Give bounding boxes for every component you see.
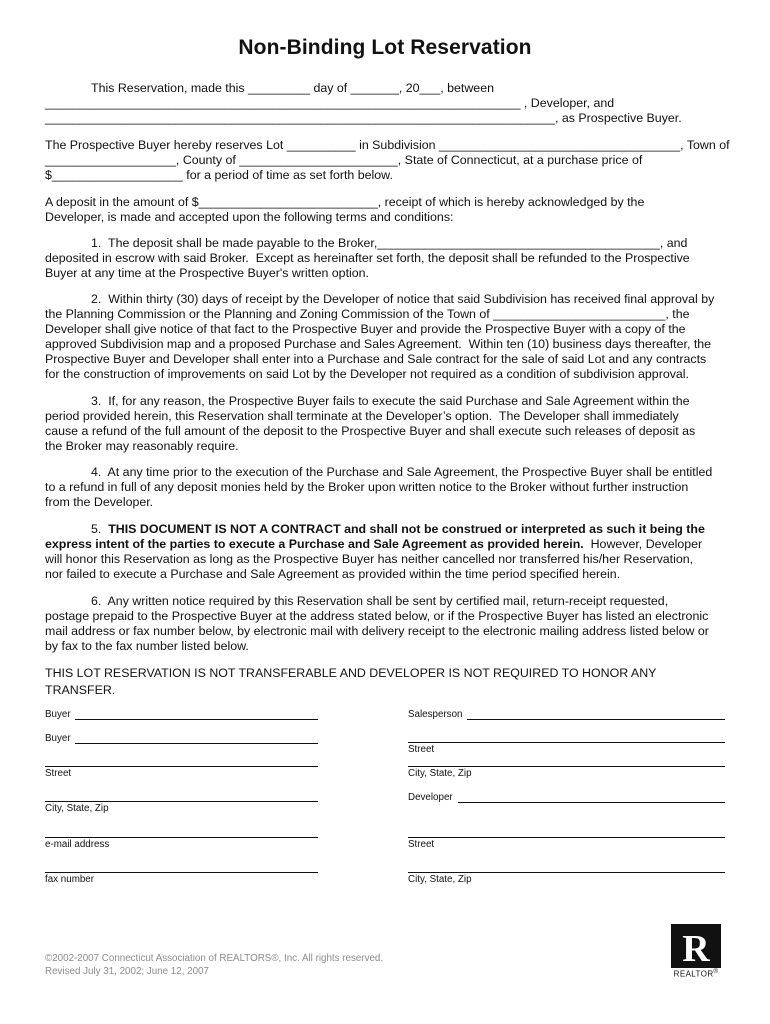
para5-bold-2: express intent of the parties to execute a Purchase and Sale Agreement as provided herein. [45, 537, 584, 551]
deposit-line-2: Developer, is made and accepted upon the following terms and conditions: [45, 210, 454, 224]
buyer-1-signature-line[interactable] [75, 719, 318, 720]
para5-line-2 [45, 537, 702, 552]
salesperson-street-label: Street [408, 744, 435, 755]
buyer-email-line[interactable] [45, 837, 318, 838]
registered-mark: ® [713, 969, 719, 975]
para1-line-1: 1. The deposit shall be made payable to the Broker,_________________________________________, and [91, 236, 688, 250]
revision-dates: Revised July 31, 2002; June 12, 2007 [45, 966, 209, 977]
buyer-2-label: Buyer [45, 733, 71, 744]
buyer-street-line[interactable] [45, 766, 318, 767]
realtor-r-icon [671, 924, 721, 968]
para3-line-4: the Broker may reasonably require. [45, 439, 239, 453]
copyright-notice: ©2002-2007 Connecticut Association of REALTORS®, Inc. All rights reserved. [45, 953, 384, 964]
buyer-street-label: Street [45, 768, 72, 779]
para4-line-2: to a refund in full of any deposit monies held by the Broker upon written notice to the Broker without further instruction [45, 480, 689, 494]
reserve-line-1: The Prospective Buyer hereby reserves Lot __________ in Subdivision ___________________________________, Town of [45, 138, 730, 152]
developer-street-label: Street [408, 839, 435, 850]
realtor-wordmark-text: REALTOR [673, 969, 714, 979]
salesperson-street-line[interactable] [408, 742, 725, 743]
salesperson-city-label: City, State, Zip [408, 768, 472, 779]
realtor-wordmark [671, 969, 721, 979]
para6-line-1: 6. Any written notice required by this Reservation shall be sent by certified mail, return-receipt requested, [91, 594, 669, 608]
para4-line-1: 4. At any time prior to the execution of the Purchase and Sale Agreement, the Prospective Buyer shall be entitled [91, 465, 713, 479]
para1-line-2: deposited in escrow with said Broker. Except as hereinafter set forth, the deposit shall be refunded to the Prospective [45, 251, 690, 265]
developer-street-line[interactable] [408, 837, 725, 838]
deposit-line-1: A deposit in the amount of $__________________________, receipt of which is hereby acknowledged by the [45, 195, 645, 209]
developer-signature-line[interactable] [458, 802, 725, 803]
para2-line-5: Prospective Buyer and Developer shall enter into a Purchase and Sale contract for the sale of said Lot and any contracts [45, 352, 707, 366]
para6-line-3: mail address or fax number below, by electronic mail with delivery receipt to the electronic mailing address listed below or [45, 624, 709, 638]
developer-city-line[interactable] [408, 872, 725, 873]
para5-line-4: nor failed to execute a Purchase and Sale Agreement as provided within the time period specified herein. [45, 567, 621, 581]
para3-line-1: 3. If, for any reason, the Prospective Buyer fails to execute the said Purchase and Sale Agreement within the [91, 394, 690, 408]
para1-line-3: Buyer at any time at the Prospective Buyer's written option. [45, 266, 369, 280]
logo-letter: R [682, 928, 710, 968]
non-transferable-notice: THIS LOT RESERVATION IS NOT TRANSFERABLE AND DEVELOPER IS NOT REQUIRED TO HONOR ANY TRANSFER. [45, 666, 657, 697]
para3-line-2: period provided herein, this Reservation shall terminate at the Developer’s option. The Developer shall immediately [45, 409, 679, 423]
para5-number: 5. [91, 522, 109, 536]
salesperson-signature-line[interactable] [467, 719, 725, 720]
developer-city-label: City, State, Zip [408, 874, 472, 885]
para5-line-1 [91, 522, 705, 537]
buyer-1-label: Buyer [45, 709, 71, 720]
salesperson-city-line[interactable] [408, 766, 725, 767]
para2-line-1: 2. Within thirty (30) days of receipt by the Developer of notice that said Subdivision has received final approval by [91, 292, 715, 306]
document-title: Non-Binding Lot Reservation [238, 36, 532, 59]
buyer-email-label: e-mail address [45, 839, 110, 850]
para5-bold-1: THIS DOCUMENT IS NOT A CONTRACT and shall not be construed or interpreted as such it being the [108, 522, 705, 536]
buyer-2-signature-line[interactable] [75, 743, 318, 744]
para6-line-2: postage prepaid to the Prospective Buyer at the address stated below, or if the Prospective Buyer has listed an electronic [45, 609, 709, 623]
buyer-city-label: City, State, Zip [45, 803, 109, 814]
buyer-city-line[interactable] [45, 801, 318, 802]
intro-line-1: This Reservation, made this _________ day of _______, 20___, between [91, 81, 494, 95]
reserve-line-2: ___________________, County of _______________________, State of Connecticut, at a purchase price of [45, 153, 643, 167]
buyer-fax-label: fax number [45, 874, 95, 885]
para5-rest-2: However, Developer [583, 537, 703, 551]
developer-label: Developer [408, 792, 453, 803]
para4-line-3: from the Developer. [45, 495, 154, 509]
intro-line-3: __________________________________________________________________________, as Prospective Buyer. [45, 111, 682, 125]
intro-line-2: _____________________________________________________________________ , Developer, and [45, 96, 615, 110]
para2-line-6: for the construction of improvements on said Lot by the Developer not required as a condition of subdivision approval. [45, 367, 689, 381]
para3-line-3: cause a refund of the full amount of the deposit to the Prospective Buyer and shall execute such releases of deposit as [45, 424, 696, 438]
buyer-fax-line[interactable] [45, 872, 318, 873]
salesperson-label: Salesperson [408, 709, 463, 720]
para2-line-2: the Planning Commission or the Planning and Zoning Commission of the Town of _________________________, the [45, 307, 690, 321]
para2-line-3: Developer shall give notice of that fact to the Prospective Buyer and provide the Prospective Buyer with a copy of the [45, 322, 686, 336]
realtor-logo [671, 924, 721, 979]
reserve-line-3: $___________________ for a period of time as set forth below. [45, 168, 393, 182]
para5-line-3: will honor this Reservation as long as the Prospective Buyer has neither cancelled nor transferred his/her Reservation, [45, 552, 694, 566]
para6-line-4: by fax to the fax number listed below. [45, 639, 249, 653]
para2-line-4: approved Subdivision map and a proposed Purchase and Sales Agreement. Within ten (10) business days thereafter, the [45, 337, 712, 351]
